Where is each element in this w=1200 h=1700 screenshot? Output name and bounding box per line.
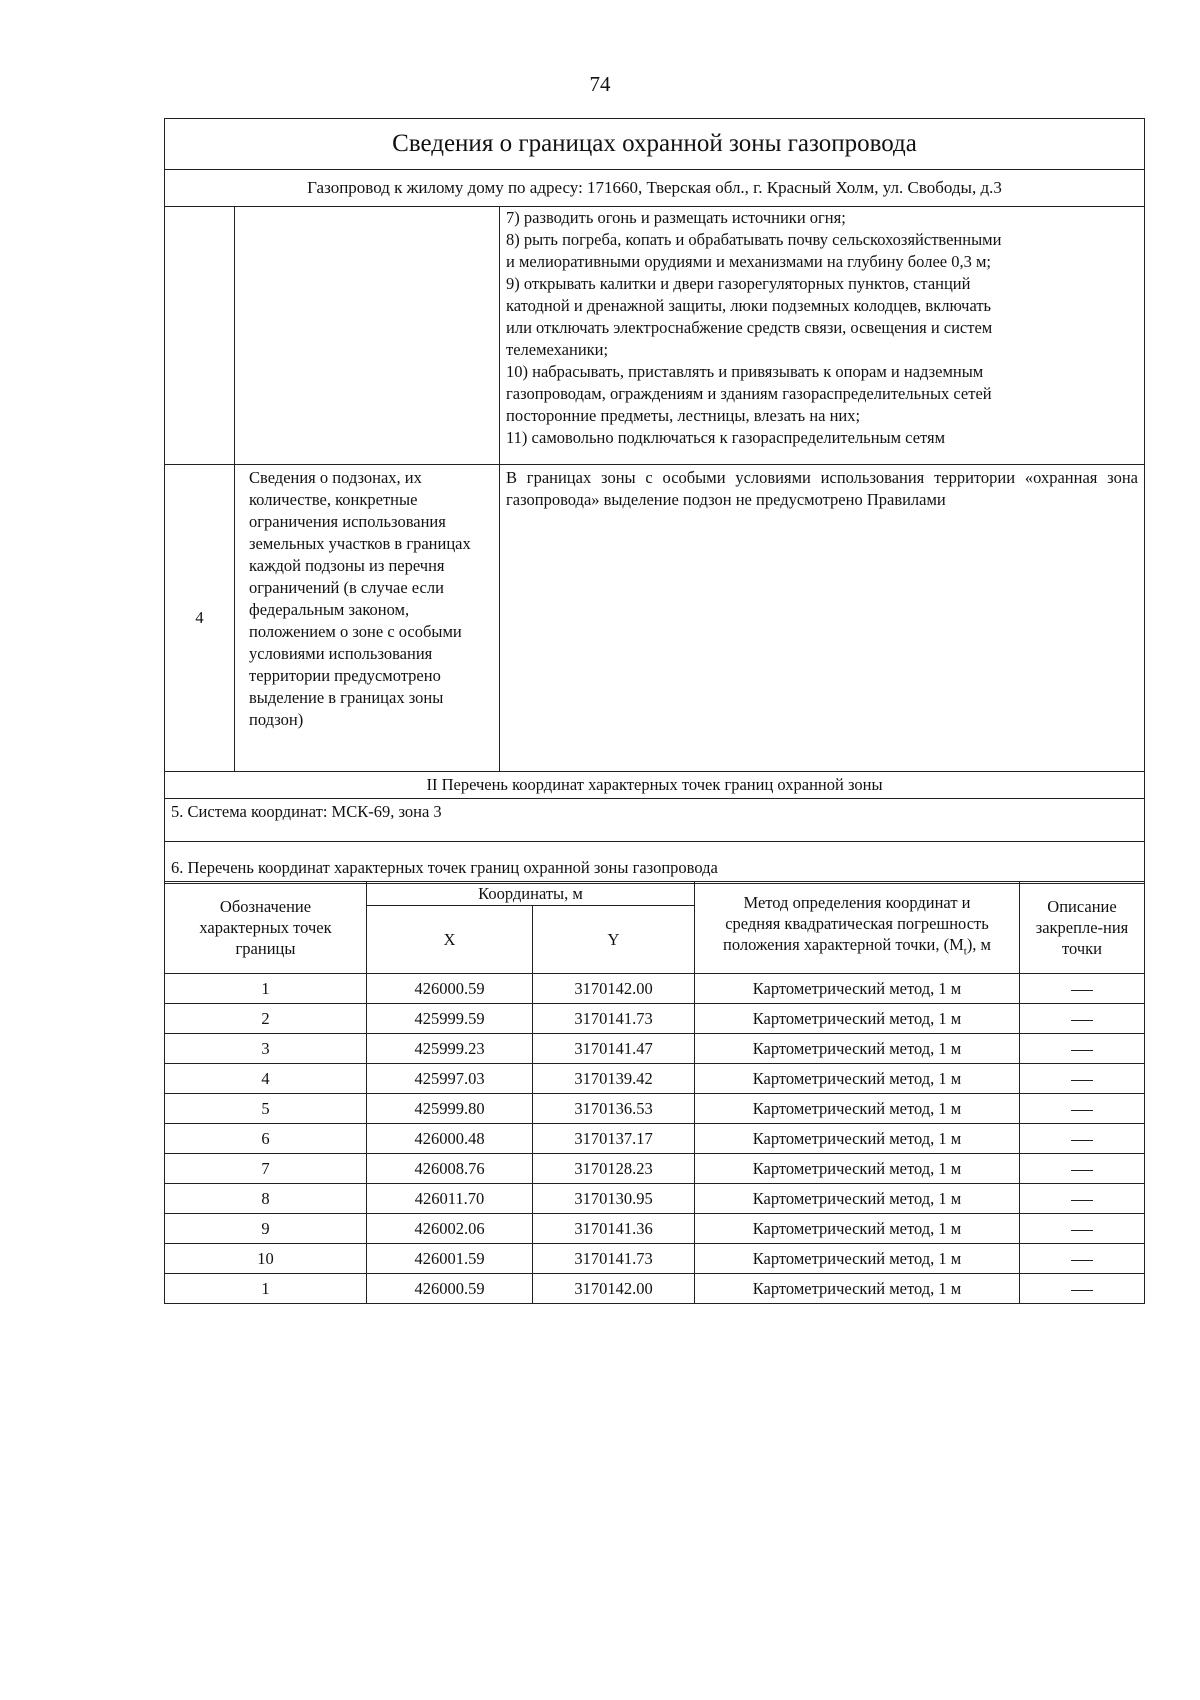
table-row: [165, 1064, 1145, 1094]
x-cell: 425999.23: [367, 1034, 533, 1064]
row-number: 4: [165, 465, 235, 772]
coordinate-system: 5. Система координат: МСК-69, зона 3: [165, 799, 1145, 842]
point-cell: 8: [165, 1184, 367, 1214]
y-cell: 3170141.36: [533, 1214, 695, 1244]
document-title: Сведения о границах охранной зоны газопровода: [165, 119, 1145, 170]
y-cell: 3170141.73: [533, 1004, 695, 1034]
point-cell: 5: [165, 1094, 367, 1124]
section-heading: II Перечень координат характерных точек границ охранной зоны: [165, 772, 1145, 799]
row-label-empty: [235, 207, 500, 465]
row-value: В границах зоны с особыми условиями использования территории «охранная зона газопровода» выделение подзон не предусмотрено Правилами: [500, 465, 1145, 772]
object-address: Газопровод к жилому дому по адресу: 171660, Тверская обл., г. Красный Холм, ул. Свободы, д.3: [165, 170, 1145, 207]
description-cell: [1020, 1034, 1145, 1064]
description-cell: [1020, 1244, 1145, 1274]
x-cell: 426000.59: [367, 1274, 533, 1304]
x-cell: 426001.59: [367, 1244, 533, 1274]
restriction-line: катодной и дренажной защиты, люки подземных колодцев, включать: [506, 296, 992, 315]
table-row: [165, 1094, 1145, 1124]
table-row: [165, 1244, 1145, 1274]
dash-mark: [1071, 1140, 1093, 1141]
method-cell: Картометрический метод, 1 м: [695, 974, 1020, 1004]
y-cell: 3170141.47: [533, 1034, 695, 1064]
method-cell: Картометрический метод, 1 м: [695, 1184, 1020, 1214]
restriction-line: 11) самовольно подключаться к газораспределительным сетям: [506, 428, 946, 447]
dash-mark: [1071, 1200, 1093, 1201]
description-cell: [1020, 1064, 1145, 1094]
header-description: Описание закрепле-ния точки: [1020, 882, 1145, 974]
description-cell: [1020, 1094, 1145, 1124]
table-row: [165, 974, 1145, 1004]
description-cell: [1020, 1124, 1145, 1154]
x-cell: 426008.76: [367, 1154, 533, 1184]
y-cell: 3170142.00: [533, 974, 695, 1004]
point-cell: 9: [165, 1214, 367, 1244]
page-number: 74: [589, 72, 611, 96]
point-cell: 10: [165, 1244, 367, 1274]
dash-mark: [1071, 1170, 1093, 1171]
point-cell: 4: [165, 1064, 367, 1094]
header-method: [695, 882, 1020, 974]
header-y: Y: [533, 906, 695, 974]
coordinates-list-heading: 6. Перечень координат характерных точек границ охранной зоны газопровода: [165, 842, 1145, 884]
restriction-line: посторонние предметы, лестницы, влезать на них;: [506, 406, 861, 425]
x-cell: 426000.59: [367, 974, 533, 1004]
x-cell: 426002.06: [367, 1214, 533, 1244]
restriction-line: газопроводам, ограждениям и зданиям газораспределительных сетей: [506, 384, 992, 403]
y-cell: 3170137.17: [533, 1124, 695, 1154]
restriction-line: 7) разводить огонь и размещать источники огня;: [506, 208, 846, 227]
method-cell: Картометрический метод, 1 м: [695, 1244, 1020, 1274]
table-row: [165, 1184, 1145, 1214]
dash-mark: [1071, 1260, 1093, 1261]
point-cell: 1: [165, 1274, 367, 1304]
zone-info-table: [164, 118, 1145, 884]
table-row: [165, 1124, 1145, 1154]
header-method-text: Метод определения координат и средняя квадратическая погрешность положения характерной точки, (M: [723, 893, 989, 955]
y-cell: 3170141.73: [533, 1244, 695, 1274]
dash-mark: [1071, 1110, 1093, 1111]
point-cell: 3: [165, 1034, 367, 1064]
table-row: [165, 1154, 1145, 1184]
x-cell: 425999.59: [367, 1004, 533, 1034]
restriction-line: телемеханики;: [506, 340, 609, 359]
dash-mark: [1071, 1050, 1093, 1051]
dash-mark: [1071, 1290, 1093, 1291]
header-method-sub: t: [963, 945, 967, 958]
header-method-unit: ), м: [966, 935, 991, 955]
x-cell: 426011.70: [367, 1184, 533, 1214]
method-cell: Картометрический метод, 1 м: [695, 1064, 1020, 1094]
x-cell: 425997.03: [367, 1064, 533, 1094]
description-cell: [1020, 1154, 1145, 1184]
description-cell: [1020, 1214, 1145, 1244]
method-cell: Картометрический метод, 1 м: [695, 1274, 1020, 1304]
restriction-line: или отключать электроснабжение средств связи, освещения и систем: [506, 318, 993, 337]
restriction-line: 10) набрасывать, приставлять и привязывать к опорам и надземным: [506, 362, 984, 381]
header-x: X: [367, 906, 533, 974]
table-row: [165, 1034, 1145, 1064]
header-coords: Координаты, м: [367, 882, 695, 906]
y-cell: 3170128.23: [533, 1154, 695, 1184]
y-cell: 3170142.00: [533, 1274, 695, 1304]
restrictions-list: [500, 207, 1145, 465]
point-cell: 6: [165, 1124, 367, 1154]
method-cell: Картометрический метод, 1 м: [695, 1214, 1020, 1244]
table-row: [165, 1274, 1145, 1304]
y-cell: 3170136.53: [533, 1094, 695, 1124]
description-cell: [1020, 1184, 1145, 1214]
restriction-line: 9) открывать калитки и двери газорегуляторных пунктов, станций: [506, 274, 971, 293]
table-row: [165, 1214, 1145, 1244]
x-cell: 425999.80: [367, 1094, 533, 1124]
point-cell: 7: [165, 1154, 367, 1184]
description-cell: [1020, 1004, 1145, 1034]
row-label: Сведения о подзонах, их количестве, конкретные ограничения использования земельных участков в границах каждой подзоны из перечня ограничений (в случае если федеральным законом, положением о зоне с особыми условиями использования территории предусмотрено выделение в границах зоны подзон): [235, 465, 500, 772]
x-cell: 426000.48: [367, 1124, 533, 1154]
method-cell: Картометрический метод, 1 м: [695, 1004, 1020, 1034]
coordinates-body: [165, 974, 1145, 1304]
restriction-line: и мелиоративными орудиями и механизмами на глубину более 0,3 м;: [506, 252, 991, 271]
dash-mark: [1071, 1230, 1093, 1231]
dash-mark: [1071, 990, 1093, 991]
coordinates-table: [164, 881, 1145, 1304]
y-cell: 3170139.42: [533, 1064, 695, 1094]
header-point: Обозначение характерных точек границы: [165, 882, 367, 974]
method-cell: Картометрический метод, 1 м: [695, 1094, 1020, 1124]
dash-mark: [1071, 1080, 1093, 1081]
dash-mark: [1071, 1020, 1093, 1021]
point-cell: 1: [165, 974, 367, 1004]
row-num-empty: [165, 207, 235, 465]
method-cell: Картометрический метод, 1 м: [695, 1034, 1020, 1064]
table-row: [165, 1004, 1145, 1034]
description-cell: [1020, 1274, 1145, 1304]
restriction-line: 8) рыть погреба, копать и обрабатывать почву сельскохозяйственными: [506, 230, 1002, 249]
method-cell: Картометрический метод, 1 м: [695, 1154, 1020, 1184]
method-cell: Картометрический метод, 1 м: [695, 1124, 1020, 1154]
y-cell: 3170130.95: [533, 1184, 695, 1214]
description-cell: [1020, 974, 1145, 1004]
point-cell: 2: [165, 1004, 367, 1034]
